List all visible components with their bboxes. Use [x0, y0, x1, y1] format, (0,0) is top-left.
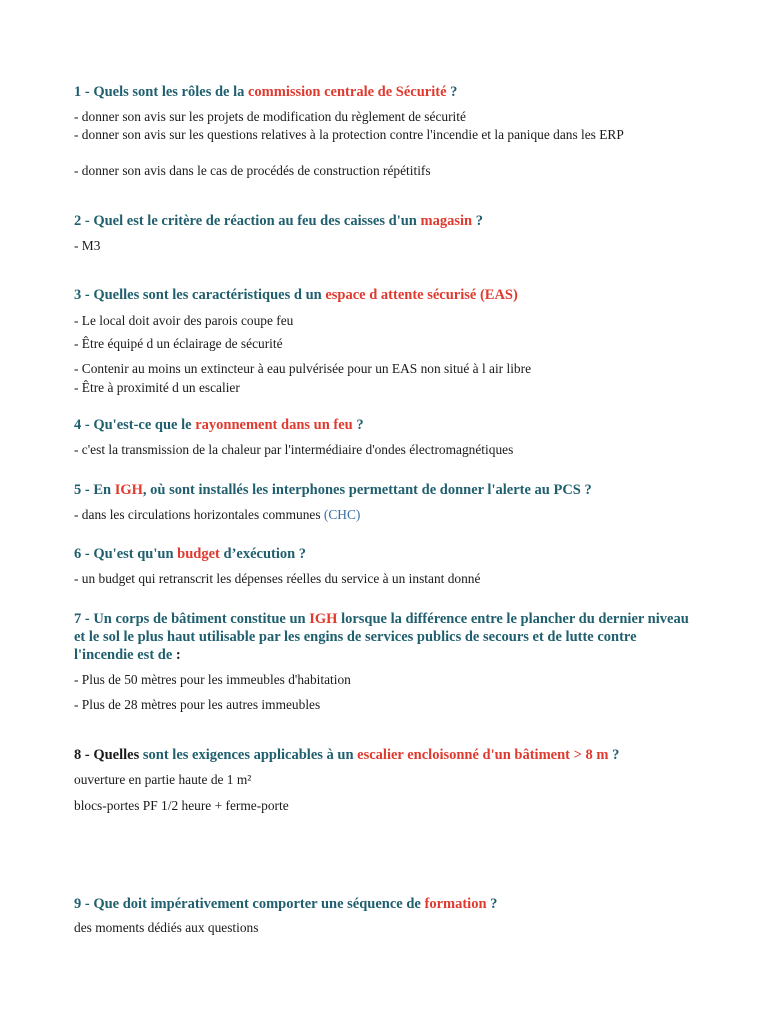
answer-5-1: [74, 506, 684, 524]
answer-3-4: - Être à proximité d un escalier: [74, 380, 240, 395]
question-3: [74, 286, 694, 304]
answer-1-3: - donner son avis dans le cas de procédés de construction répétitifs: [74, 163, 431, 178]
question-8-text: sont les exigences applicables à un: [139, 747, 358, 763]
question-1-keyword: commission centrale de Sécurité: [248, 84, 447, 100]
question-7-rest: lorsque la différence entre le plancher du dernier niveau et le sol le plus haut utilisable par les engins de services publics de secours et de lutte contre l'incendie est de: [74, 611, 689, 663]
answer-5-acronym: (CHC): [323, 507, 361, 522]
question-8: [74, 746, 694, 764]
question-4-text: 4 - Qu'est-ce que le: [74, 417, 196, 433]
question-1-mark: ?: [446, 84, 458, 100]
question-2-keyword: magasin: [420, 213, 473, 229]
question-9-keyword: formation: [424, 896, 487, 912]
answer-5-text: - dans les circulations horizontales communes: [74, 507, 324, 522]
answer-7-1: - Plus de 50 mètres pour les immeubles d'habitation: [74, 672, 351, 687]
question-9: [74, 895, 694, 913]
answer-3-1: - Le local doit avoir des parois coupe feu: [74, 313, 294, 328]
answer-1-1: - donner son avis sur les projets de modification du règlement de sécurité: [74, 109, 466, 124]
answer-9-1: des moments dédiés aux questions: [74, 920, 259, 935]
question-3-text: 3 - Quelles sont les caractéristiques d un: [74, 287, 326, 303]
answer-1-2: - donner son avis sur les questions relatives à la protection contre l'incendie et la panique dans les ERP: [74, 127, 624, 142]
question-6-keyword: budget: [177, 546, 220, 562]
answer-3-3: - Contenir au moins un extincteur à eau pulvérisée pour un EAS non situé à l air libre: [74, 361, 532, 376]
answer-6-1: - un budget qui retranscrit les dépenses réelles du service à un instant donné: [74, 571, 481, 586]
question-4-keyword: rayonnement dans un feu: [195, 417, 353, 433]
question-1-text: 1 - Quels sont les rôles de la: [74, 84, 248, 100]
answer-8-2: blocs-portes PF 1/2 heure + ferme-porte: [74, 798, 289, 813]
question-9-text: 9 - Que doit impérativement comporter une séquence de: [74, 896, 425, 912]
answer-7-2: - Plus de 28 mètres pour les autres immeubles: [74, 697, 321, 712]
answer-3-2: - Être équipé d un éclairage de sécurité: [74, 336, 283, 351]
question-5-keyword: IGH: [114, 482, 143, 498]
question-5-text: 5 - En: [74, 482, 115, 498]
answer-4-1: - c'est la transmission de la chaleur par l'intermédiaire d'ondes électromagnétiques: [74, 442, 514, 457]
question-7-text: 7 - Un corps de bâtiment constitue un: [74, 611, 310, 627]
question-2-text: 2 - Quel est le critère de réaction au feu des caisses d'un: [74, 213, 421, 229]
question-5-rest: , où sont installés les interphones permettant de donner l'alerte au PCS ?: [142, 482, 592, 498]
question-2: [74, 212, 694, 230]
question-4-mark: ?: [352, 417, 364, 433]
question-6-rest: d’exécution ?: [219, 546, 307, 562]
question-8-lead: 8 - Quelles: [74, 747, 140, 763]
question-8-mark: ?: [608, 747, 620, 763]
question-6: [74, 545, 694, 563]
question-5: [74, 481, 694, 499]
question-7-colon: :: [172, 647, 181, 663]
answer-2-1: - M3: [74, 238, 101, 253]
question-7-keyword: IGH: [309, 611, 338, 627]
question-4: [74, 416, 694, 434]
answer-8-1: ouverture en partie haute de 1 m²: [74, 772, 252, 787]
question-2-mark: ?: [472, 213, 483, 229]
question-8-keyword: escalier encloisonné d'un bâtiment > 8 m: [357, 747, 609, 763]
question-7: [74, 610, 694, 664]
question-1: [74, 83, 694, 101]
question-6-text: 6 - Qu'est qu'un: [74, 546, 178, 562]
question-3-keyword: espace d attente sécurisé (EAS): [325, 287, 518, 303]
question-9-mark: ?: [486, 896, 498, 912]
